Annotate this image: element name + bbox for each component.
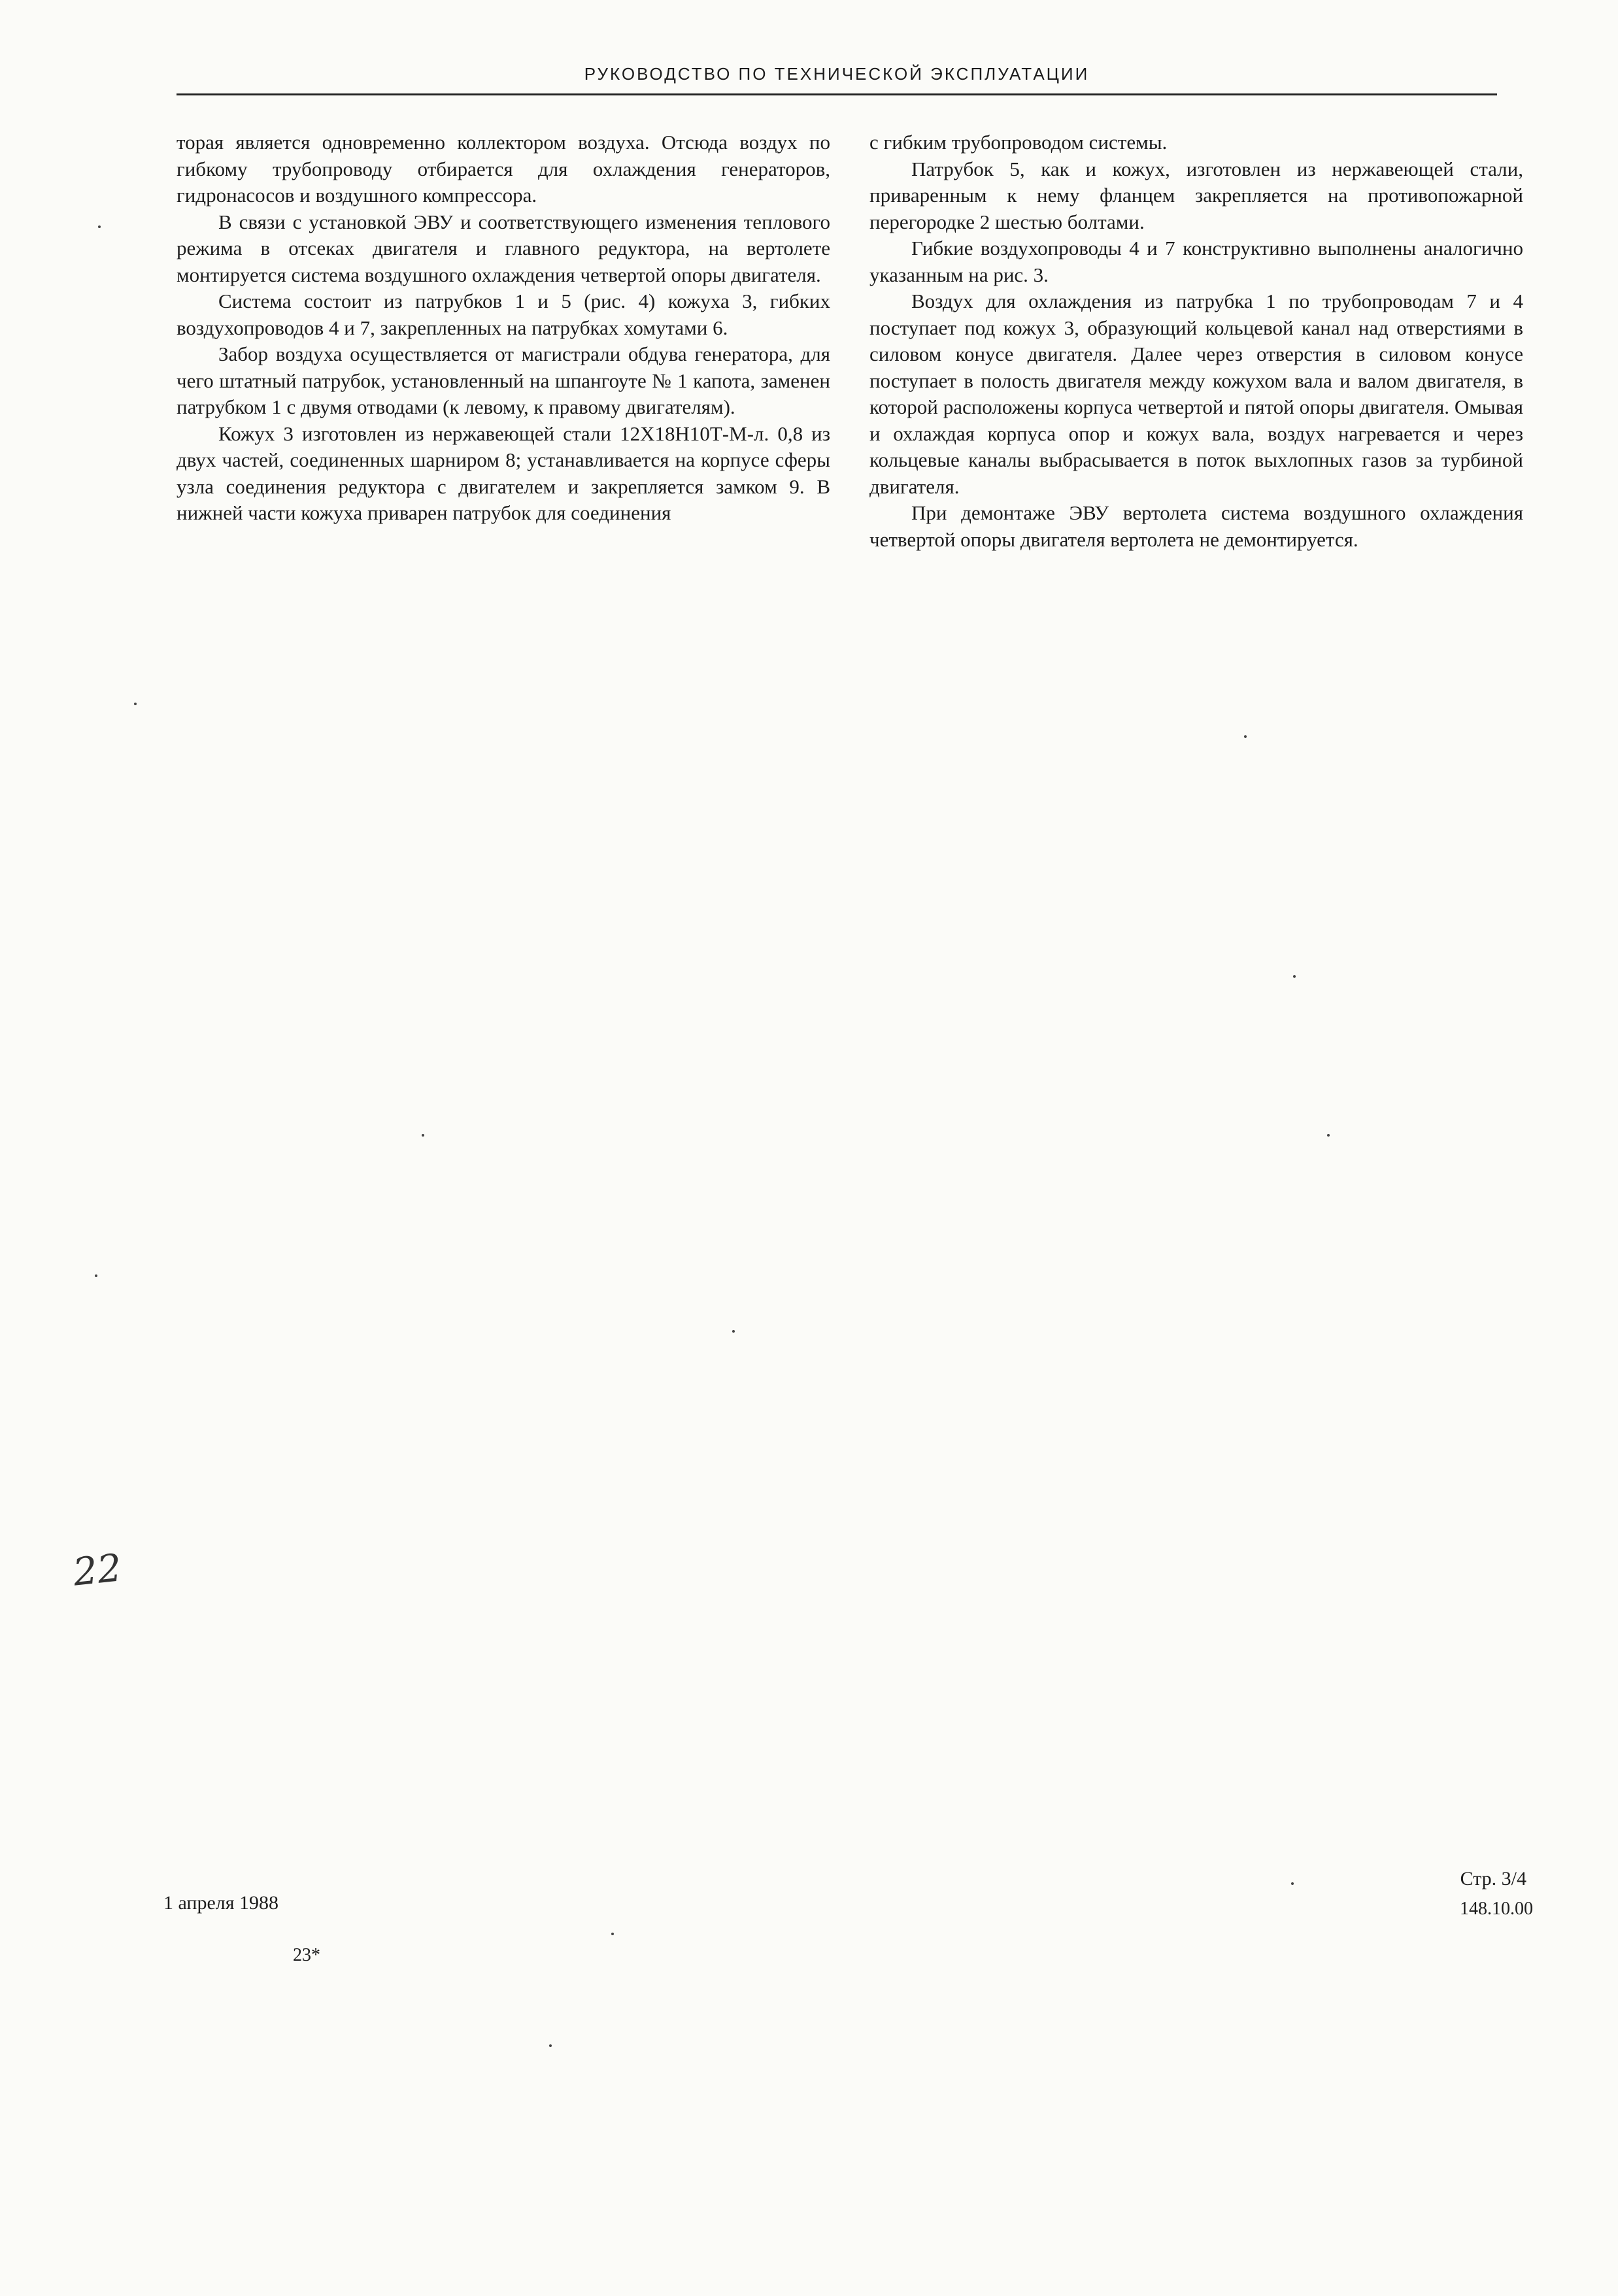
scan-speck — [422, 1134, 424, 1137]
paragraph: При демонтаже ЭВУ вертолета система воздушного охлаждения четвертой опоры двигателя вертолета не демонтируется. — [869, 501, 1523, 551]
footer-sheet-mark: 23* — [293, 1945, 320, 1965]
scan-speck — [549, 2044, 552, 2047]
paragraph: Воздух для охлаждения из патрубка 1 по трубопроводам 7 и 4 поступает под кожух 3, образующий кольцевой канал над отверстиями в силовом конусе двигателя. Далее через отверстия в силовом конусе поступает в полость двигателя между кожухом вала и валом двигателя, в которой расположены корпуса четвертой и пятой опоры двигателя. Омывая и охлаждая корпуса опор и кожух вала, воздух нагревается и через кольцевые каналы выбрасывается в поток выхлопных газов за турбиной двигателя. — [869, 290, 1523, 498]
paragraph: с гибким трубопроводом системы. — [869, 131, 1168, 154]
right-text-column — [869, 129, 1523, 553]
footer-page-number: Стр. 3/4 — [1460, 1868, 1526, 1889]
scan-speck — [1327, 1134, 1330, 1137]
scan-speck — [98, 225, 101, 228]
paragraph: торая является одновременно коллектором воздуха. Отсюда воздух по гибкому трубопроводу отбирается для охлаждения генераторов, гидронасосов и воздушного компрессора. — [177, 131, 830, 207]
scan-speck — [134, 703, 137, 705]
paragraph: В связи с установкой ЭВУ и соответствующего изменения теплового режима в отсеках двигателя и главного редуктора, на вертолете монтируется система воздушного охлаждения четвертой опоры двигателя. — [177, 210, 830, 286]
scan-speck — [611, 1933, 614, 1935]
header-divider — [177, 93, 1497, 95]
paragraph: Кожух 3 изготовлен из нержавеющей стали 12Х18Н10Т-М-л. 0,8 из двух частей, соединенных шарниром 8; устанавливается на корпусе сферы узла соединения редуктора с двигателем и закрепляется замком 9. В нижней части кожуха приварен патрубок для соединения — [177, 422, 830, 524]
paragraph: Забор воздуха осуществляется от магистрали обдува генератора, для чего штатный патрубок, установленный на шпангоуте № 1 капота, заменен патрубком 1 с двумя отводами (к левому, к правому двигателям). — [177, 342, 830, 418]
left-text-column — [177, 129, 830, 527]
scan-speck — [1244, 735, 1247, 738]
footer-document-code: 148.10.00 — [1460, 1899, 1533, 1919]
paragraph: Патрубок 5, как и кожух, изготовлен из нержавеющей стали, приваренным к нему фланцем закрепляется на противопожарной перегородке 2 шестью болтами. — [869, 157, 1523, 233]
paragraph: Система состоит из патрубков 1 и 5 (рис. 4) кожуха 3, гибких воздухопроводов 4 и 7, закрепленных на патрубках хомутами 6. — [177, 290, 830, 339]
handwritten-page-number: 22 — [71, 1545, 124, 1595]
paragraph: Гибкие воздухопроводы 4 и 7 конструктивно выполнены аналогично указанным на рис. 3. — [869, 237, 1523, 286]
scan-speck — [1293, 975, 1296, 978]
scan-speck — [1291, 1882, 1294, 1885]
scan-speck — [95, 1274, 97, 1277]
footer-date: 1 апреля 1988 — [163, 1892, 279, 1914]
page-header-title: РУКОВОДСТВО ПО ТЕХНИЧЕСКОЙ ЭКСПЛУАТАЦИИ — [584, 64, 1090, 84]
scan-speck — [732, 1330, 735, 1333]
